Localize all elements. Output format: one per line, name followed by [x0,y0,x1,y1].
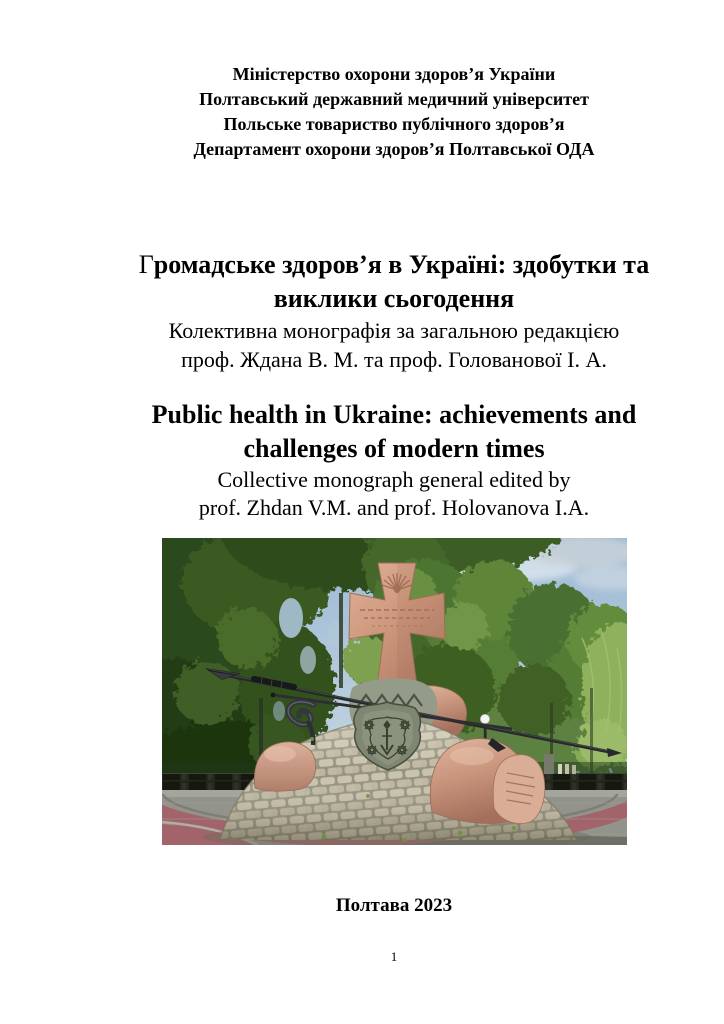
title-initial-letter: Г [138,250,154,279]
subtitle-en-line1: Collective monograph general edited by [217,467,571,492]
title-english [100,398,688,466]
title-en-line2: challenges of modern times [243,434,545,463]
subtitle-ukrainian [100,316,688,374]
title-ukrainian [100,248,688,316]
page-number: 1 [390,949,398,964]
subtitle-english [100,466,688,522]
subtitle-uk-line1: Колективна монографія за загальною редакцією [168,318,620,343]
subtitle-uk-line2: проф. Ждана В. М. та проф. Голованової І. А. [181,347,607,372]
org-line-society: Польське товариство публічного здоров’я [223,114,565,134]
title-uk-line2: виклики сьогодення [273,284,515,313]
cover-photo [162,538,627,845]
title-uk-line1-text: ромадське здоров’я в Україні: здобутки та [153,250,650,279]
subtitle-en-line2: prof. Zhdan V.M. and prof. Holovanova I.A. [198,495,590,520]
org-line-ministry: Міністерство охорони здоров’я України [232,64,556,84]
imprint-place-year: Полтава 2023 [335,895,453,916]
title-en-line1: Public health in Ukraine: achievements and [151,400,637,429]
org-line-department: Департамент охорони здоров’я Полтавської ОДА [193,139,595,159]
issuing-organizations [100,62,688,162]
org-line-university: Полтавський державний медичний університет [199,89,589,109]
title-uk-line1 [100,248,688,282]
